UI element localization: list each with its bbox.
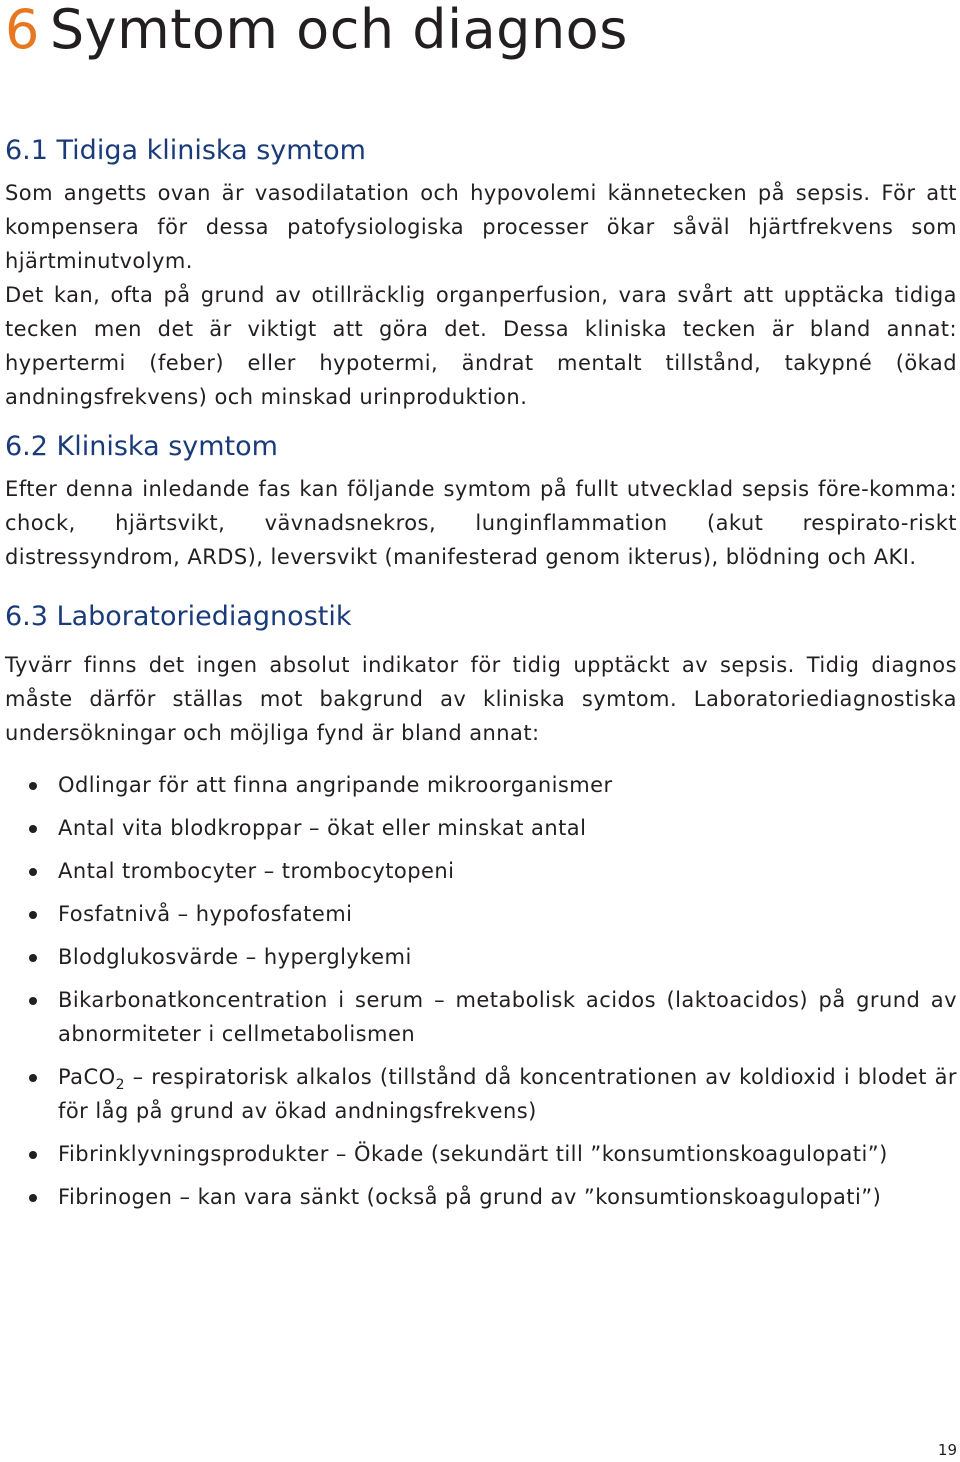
section-heading-6-2: 6.2 Kliniska symtom <box>5 431 278 462</box>
list-item-text: Bikarbonatkoncentration i serum – metabolisk acidos (laktoacidos) på grund av abnormiteter i cellmetabolismen <box>58 988 957 1046</box>
chapter-number: 6 <box>5 0 40 61</box>
paco2-subscript: 2 <box>115 1077 125 1093</box>
section-heading-6-3: 6.3 Laboratoriediagnostik <box>5 601 352 632</box>
bullet-icon <box>29 997 37 1005</box>
paragraph: Tyvärr finns det ingen absolut indikator för tidig upptäckt av sepsis. Tidig diagnos måste därför ställas mot bakgrund av kliniska symtom. Laboratoriediagnostiska undersökningar och möjliga fynd är bland annat: <box>5 653 957 745</box>
list-item-text: Fibrinogen – kan vara sänkt (också på grund av ”konsumtionskoagulopati”) <box>58 1185 882 1209</box>
paragraph: Efter denna inledande fas kan följande symtom på fullt utvecklad sepsis före-komma: chock, hjärtsvikt, vävnadsnekros, lunginflammation (akut respirato-riskt distressyndrom, ARDS), leversvikt (manifesterad genom ikterus), blödning och AKI. <box>5 477 957 569</box>
page-number: 19 <box>937 1441 957 1459</box>
list-item <box>5 768 957 802</box>
list-item <box>5 897 957 931</box>
list-item-text: Fibrinklyvningsprodukter – Ökade (sekundärt till ”konsumtionskoagulopati”) <box>58 1142 888 1166</box>
bullet-icon <box>29 868 37 876</box>
list-item <box>5 940 957 974</box>
section-heading-6-1: 6.1 Tidiga kliniska symtom <box>5 135 366 166</box>
paragraph: Det kan, ofta på grund av otillräcklig organperfusion, vara svårt att upptäcka tidiga tecken men det är viktigt att göra det. Dessa kliniska tecken är bland annat: hypertermi (feber) eller hypotermi, ändrat mentalt tillstånd, takypné (ökad andningsfrekvens) och minskad urinproduktion. <box>5 283 957 409</box>
bullet-icon <box>29 1151 37 1159</box>
list-item-text: – respiratorisk alkalos (tillstånd då koncentrationen av koldioxid i blodet är för låg på grund av ökad andningsfrekvens) <box>58 1065 957 1123</box>
paco2-label: PaCO <box>58 1065 116 1089</box>
list-item-text: Antal vita blodkroppar – ökat eller minskat antal <box>58 816 587 840</box>
list-item <box>5 1180 957 1214</box>
bullet-icon <box>29 1074 37 1082</box>
list-item <box>5 1060 957 1128</box>
list-item <box>5 854 957 888</box>
list-item-text: Odlingar för att finna angripande mikroorganismer <box>58 773 613 797</box>
list-item-text: Fosfatnivå – hypofosfatemi <box>58 902 353 926</box>
paragraph: Som angetts ovan är vasodilatation och hypovolemi kännetecken på sepsis. För att kompensera för dessa patofysiologiska processer ökar såväl hjärtfrekvens som hjärtminutvolym. <box>5 181 957 273</box>
lab-findings-list <box>5 768 957 1214</box>
bullet-icon <box>29 911 37 919</box>
document-page <box>5 0 957 1223</box>
chapter-title-text: Symtom och diagnos <box>49 0 628 61</box>
list-item <box>5 1137 957 1171</box>
bullet-icon <box>29 782 37 790</box>
list-item <box>5 811 957 845</box>
list-item-text: Blodglukosvärde – hyperglykemi <box>58 945 412 969</box>
bullet-icon <box>29 1194 37 1202</box>
list-item <box>5 983 957 1051</box>
bullet-icon <box>29 825 37 833</box>
list-item-text: Antal trombocyter – trombocytopeni <box>58 859 455 883</box>
chapter-title <box>5 0 957 64</box>
bullet-icon <box>29 954 37 962</box>
